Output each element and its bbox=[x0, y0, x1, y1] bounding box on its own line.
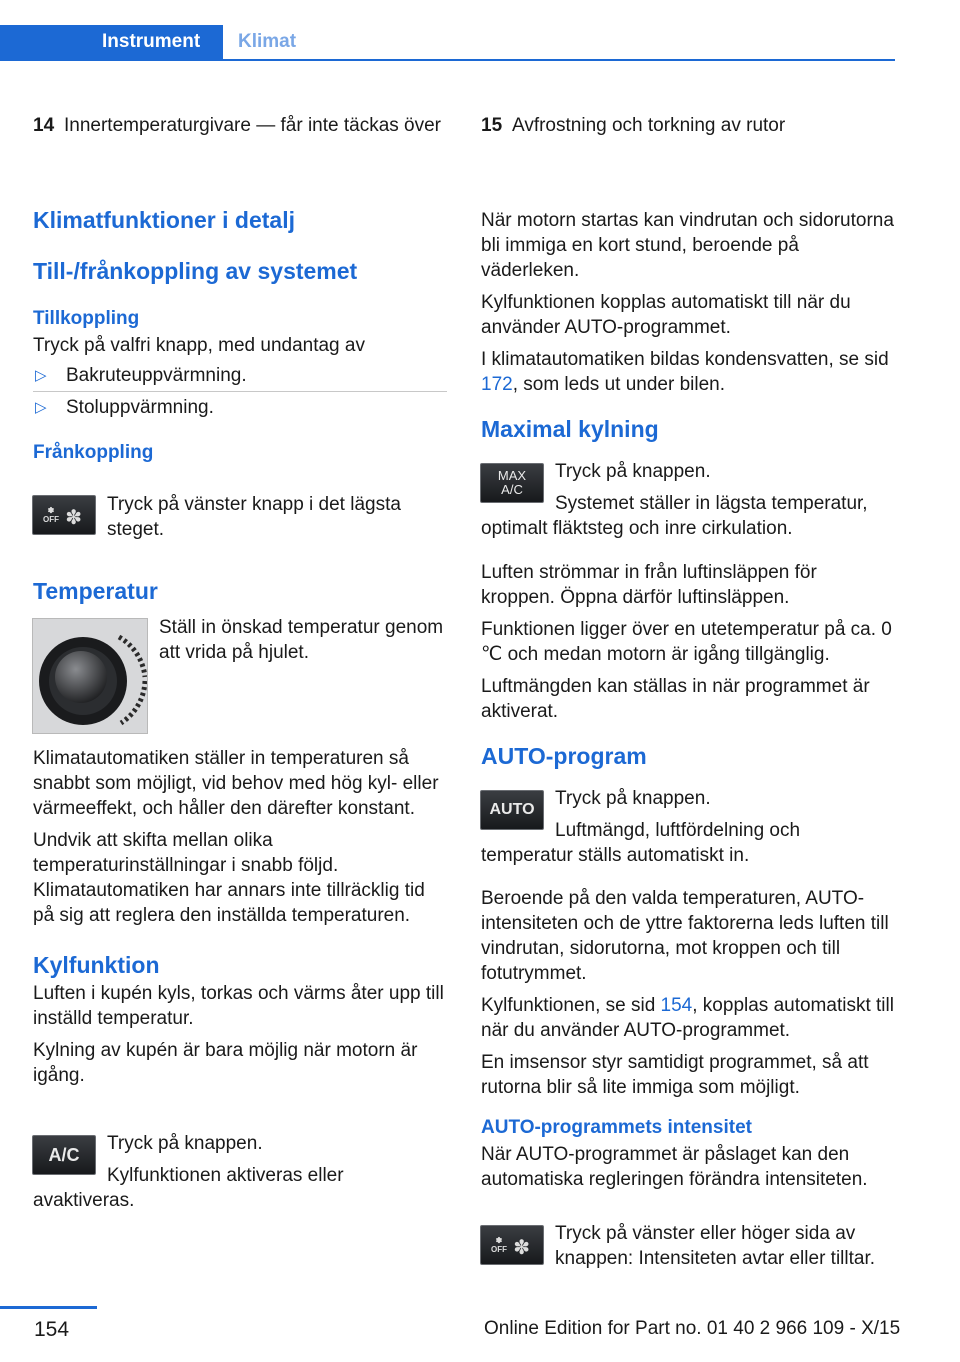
footer-rule bbox=[0, 1306, 97, 1309]
right-column-lower bbox=[481, 886, 895, 1199]
paragraph: Tryck på vänster eller höger sida av knappen: Intensiteten avtar eller tilltar. bbox=[555, 1223, 876, 1269]
list-item bbox=[33, 392, 447, 424]
fan-small-icon: ✽ OFF bbox=[491, 1236, 507, 1254]
fan-icon: ✽ bbox=[65, 507, 82, 529]
left-column-lower bbox=[33, 746, 447, 1095]
section-heading: Klimatfunktioner i detalj bbox=[33, 207, 295, 233]
paragraph: Klimatautomatiken ställer in temperaturen så snabbt som möjligt, vid behov med hög kyl- eller värmeeffekt, och håller den därefter konstant. bbox=[33, 748, 439, 819]
max-ac-button-label: MAX A/C bbox=[497, 468, 527, 497]
list-item-text: Bakruteuppvärmning. bbox=[66, 365, 247, 386]
paragraph: Systemet ställer in lägsta temperatur, optimalt fläktsteg och inre cirkulation. bbox=[481, 493, 868, 539]
paragraph: Tryck på knappen. bbox=[555, 461, 711, 482]
item-number: 14 bbox=[33, 115, 55, 136]
tab-instrument[interactable]: Instrument bbox=[0, 25, 223, 61]
paragraph: När AUTO-programmet är påslaget kan den automatiska regleringen förändra intensiteten. bbox=[481, 1144, 868, 1190]
paragraph: Kylning av kupén är bara möjlig när motorn är igång. bbox=[33, 1040, 418, 1086]
subsection-heading: Tillkoppling bbox=[33, 308, 140, 329]
item-number: 15 bbox=[481, 115, 503, 136]
fan-icon: ✽ bbox=[513, 1237, 530, 1259]
paragraph: Undvik att skifta mellan olika temperaturinställningar i snabb följd. Klimatautomatiken har annars inte tillräcklig tid på sig att reglera den inställda temperaturen. bbox=[33, 830, 425, 926]
section-heading: Till-/frånkoppling av systemet bbox=[33, 258, 358, 284]
chapter-tabs bbox=[0, 25, 895, 61]
left-column bbox=[33, 206, 447, 465]
page-number: 154 bbox=[34, 1318, 70, 1341]
paragraph: Tryck på vänster knapp i det lägsta steget. bbox=[107, 494, 401, 540]
paragraph: Luften strömmar in från luftinsläppen för kroppen. Öppna därför luftinsläppen. bbox=[481, 562, 817, 608]
paragraph: När motorn startas kan vindrutan och sidorutorna bli immiga en kort stund, beroende på väderleken. bbox=[481, 210, 894, 281]
fan-small-icon: ✽ OFF bbox=[43, 506, 59, 524]
paragraph: Luftmängden kan ställas in när programmet är aktiverat. bbox=[481, 676, 870, 722]
paragraph: Kylfunktionen kopplas automatiskt till när du använder AUTO-programmet. bbox=[481, 292, 851, 338]
section-heading: Temperatur bbox=[33, 578, 158, 604]
paragraph: Ställ in önskad temperatur genom att vrida på hjulet. bbox=[159, 617, 444, 663]
paragraph: Funktionen ligger över en utetemperatur på ca. 0 ℃ och medan motorn är igång tillgänglig. bbox=[481, 619, 892, 665]
ac-button-label: A/C bbox=[48, 1145, 80, 1165]
edition-footer: Online Edition for Part no. 01 40 2 966 109 - X/15 bbox=[484, 1318, 901, 1339]
paragraph: Kylfunktionen aktiveras eller avaktiveras. bbox=[33, 1165, 344, 1211]
page-link[interactable]: 172 bbox=[481, 374, 513, 395]
paragraph: Beroende på den valda temperaturen, AUTO-intensiteten och de yttre faktorerna leds luften till vindrutan, sidorutorna, mot kroppen och till fotutrymmet. bbox=[481, 888, 889, 984]
auto-button-label: AUTO bbox=[489, 801, 535, 818]
subsection-heading: Frånkoppling bbox=[33, 442, 154, 463]
subsection-heading: AUTO-programmets intensitet bbox=[481, 1117, 752, 1138]
right-column bbox=[481, 208, 895, 443]
paragraph: Tryck på knappen. bbox=[107, 1133, 263, 1154]
list-item-text: Stoluppvärmning. bbox=[66, 397, 214, 418]
paragraph: Tryck på valfri knapp, med undantag av bbox=[33, 335, 365, 356]
intensity-fan-button[interactable] bbox=[480, 1225, 544, 1265]
right-column-mid bbox=[481, 560, 895, 770]
paragraph: I klimatautomatiken bildas kondensvatten, se sid 172, som leds ut under bilen. bbox=[481, 349, 889, 395]
tab-klimat[interactable]: Klimat bbox=[238, 31, 297, 52]
page-link[interactable]: 154 bbox=[660, 995, 693, 1016]
paragraph: Kylfunktionen, se sid 154, kopplas automatiskt till när du använder AUTO-programmet. bbox=[481, 995, 894, 1041]
fan-off-button[interactable] bbox=[32, 495, 96, 535]
paragraph: En imsensor styr samtidigt programmet, så att rutorna blir så lite immiga som möjligt. bbox=[481, 1052, 869, 1098]
paragraph: Luften i kupén kyls, torkas och värms åter upp till inställd temperatur. bbox=[33, 983, 444, 1029]
paragraph: Tryck på knappen. bbox=[555, 788, 711, 809]
triangle-bullet-icon: ▷ bbox=[35, 399, 47, 416]
list-item bbox=[33, 360, 447, 392]
section-heading: AUTO-program bbox=[481, 743, 647, 769]
section-heading: Maximal kylning bbox=[481, 416, 659, 442]
item-text: Avfrostning och torkning av rutor bbox=[512, 115, 786, 136]
section-heading: Kylfunktion bbox=[33, 952, 160, 978]
paragraph: Luftmängd, luftfördelning och temperatur ställs automatiskt in. bbox=[481, 820, 801, 866]
temperature-knob-image bbox=[32, 618, 148, 734]
triangle-bullet-icon: ▷ bbox=[35, 367, 47, 384]
item-text: Innertemperaturgivare — får inte täckas över bbox=[64, 115, 442, 136]
